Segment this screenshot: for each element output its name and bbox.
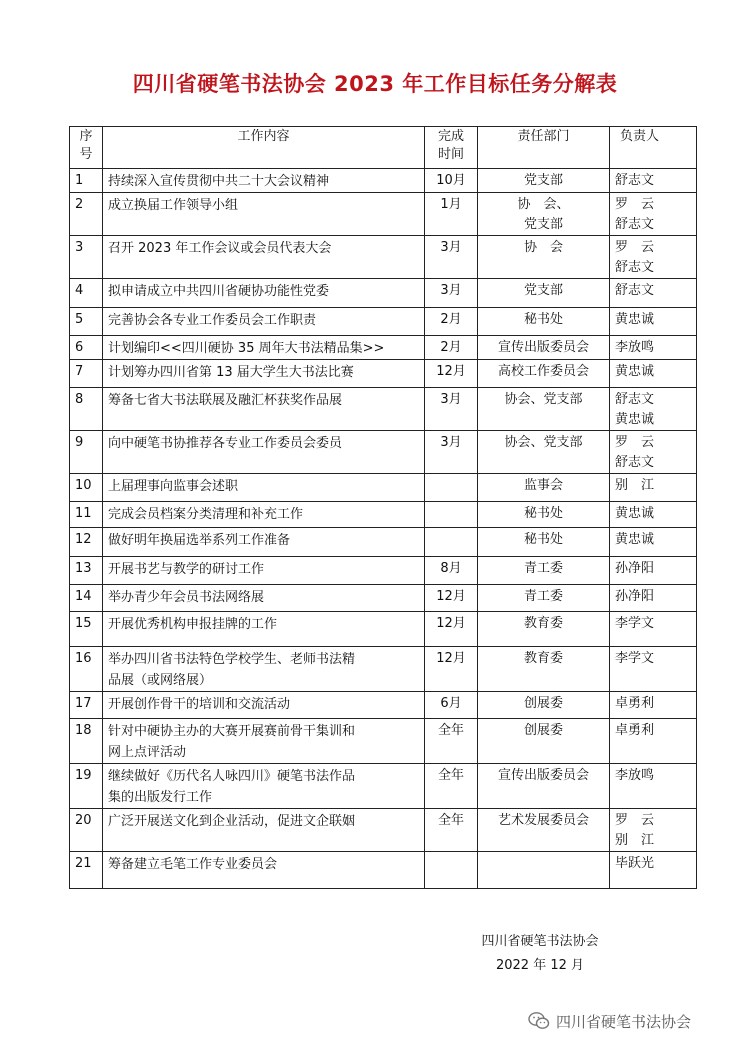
seq-cell: 9 xyxy=(70,431,103,474)
seq-cell: 20 xyxy=(70,809,103,852)
seq-cell: 11 xyxy=(70,502,103,528)
time-cell xyxy=(425,474,478,502)
table-row xyxy=(70,360,697,388)
time-cell: 3月 xyxy=(425,431,478,474)
person-cell xyxy=(610,585,697,612)
table-row xyxy=(70,764,697,809)
table-row xyxy=(70,647,697,692)
content-cell xyxy=(103,557,425,585)
time-cell xyxy=(425,528,478,557)
header-person: 负责人 xyxy=(610,127,697,169)
footer-org: 四川省硬笔书法协会 xyxy=(481,934,599,949)
table-row xyxy=(70,612,697,647)
time-cell: 10月 xyxy=(425,169,478,193)
time-cell xyxy=(425,852,478,889)
table-row xyxy=(70,308,697,336)
person-line: 孙净阳 xyxy=(615,561,655,576)
content-line: 计划筹办四川省第 13 届大学生大书法比赛 xyxy=(108,365,354,380)
seq-cell: 17 xyxy=(70,692,103,719)
header-seq xyxy=(70,127,103,169)
content-line: 完善协会各专业工作委员会工作职责 xyxy=(108,313,317,328)
dept-cell xyxy=(478,719,610,764)
person-line: 黄忠诚 xyxy=(615,506,655,521)
person-line: 孙净阳 xyxy=(615,589,655,604)
time-cell: 1月 xyxy=(425,193,478,236)
content-cell xyxy=(103,764,425,809)
dept-line: 协 会、 xyxy=(517,197,570,212)
content-cell xyxy=(103,388,425,431)
header-time-line: 完成 xyxy=(437,129,464,144)
dept-line: 宣传出版委员会 xyxy=(497,340,589,355)
dept-line: 创展委 xyxy=(523,723,563,738)
content-line: 针对中硬协主办的大赛开展赛前骨干集训和 xyxy=(108,724,356,739)
content-line: 品展（或网络展） xyxy=(108,673,213,688)
person-cell xyxy=(610,764,697,809)
time-cell: 12月 xyxy=(425,647,478,692)
seq-cell: 5 xyxy=(70,308,103,336)
content-cell xyxy=(103,647,425,692)
seq-cell: 19 xyxy=(70,764,103,809)
person-cell xyxy=(610,236,697,279)
person-cell xyxy=(610,719,697,764)
person-line: 别 江 xyxy=(615,478,655,493)
time-cell: 2月 xyxy=(425,336,478,360)
person-cell xyxy=(610,809,697,852)
table-row xyxy=(70,236,697,279)
dept-cell xyxy=(478,336,610,360)
content-cell xyxy=(103,431,425,474)
dept-cell xyxy=(478,236,610,279)
header-seq-line: 号 xyxy=(79,147,93,162)
dept-cell xyxy=(478,557,610,585)
time-cell: 12月 xyxy=(425,360,478,388)
content-line: 做好明年换届选举系列工作准备 xyxy=(108,533,291,548)
content-line: 拟申请成立中共四川省硬协功能性党委 xyxy=(108,284,330,299)
content-line: 召开 2023 年工作会议或会员代表大会 xyxy=(108,241,332,256)
header-time xyxy=(425,127,478,169)
content-line: 举办青少年会员书法网络展 xyxy=(108,590,265,605)
seq-cell: 12 xyxy=(70,528,103,557)
content-line: 成立换届工作领导小组 xyxy=(108,198,239,213)
content-line: 计划编印<<四川硬协 35 周年大书法精品集>> xyxy=(108,341,385,356)
table-row xyxy=(70,193,697,236)
person-line: 卓勇利 xyxy=(615,723,655,738)
content-line: 继续做好《历代名人咏四川》硬笔书法作品 xyxy=(108,769,356,784)
person-line: 罗 云 xyxy=(615,240,655,255)
time-cell: 8月 xyxy=(425,557,478,585)
person-line: 李学文 xyxy=(615,651,655,666)
content-line: 集的出版发行工作 xyxy=(108,790,213,805)
table-row xyxy=(70,388,697,431)
content-line: 开展优秀机构申报挂牌的工作 xyxy=(108,617,278,632)
dept-cell xyxy=(478,809,610,852)
content-line: 持续深入宣传贯彻中共二十大会议精神 xyxy=(108,174,330,189)
table-row xyxy=(70,431,697,474)
time-cell: 3月 xyxy=(425,236,478,279)
content-cell xyxy=(103,719,425,764)
dept-cell xyxy=(478,585,610,612)
time-cell: 6月 xyxy=(425,692,478,719)
person-cell xyxy=(610,431,697,474)
person-line: 舒志文 xyxy=(615,392,655,407)
seq-cell: 16 xyxy=(70,647,103,692)
person-cell xyxy=(610,169,697,193)
content-line: 筹备建立毛笔工作专业委员会 xyxy=(108,857,278,872)
dept-cell xyxy=(478,388,610,431)
person-line: 黄忠诚 xyxy=(615,532,655,547)
content-line: 广泛开展送文化到企业活动，促进文企联姻 xyxy=(108,814,356,829)
dept-line: 协会、党支部 xyxy=(504,392,583,407)
dept-cell xyxy=(478,852,610,889)
person-line: 罗 云 xyxy=(615,435,655,450)
person-cell xyxy=(610,388,697,431)
dept-line: 教育委 xyxy=(523,651,563,666)
seq-cell: 1 xyxy=(70,169,103,193)
person-line: 舒志文 xyxy=(615,217,655,232)
seq-cell: 21 xyxy=(70,852,103,889)
dept-line: 党支部 xyxy=(523,217,563,232)
seq-cell: 8 xyxy=(70,388,103,431)
table-row xyxy=(70,502,697,528)
content-cell xyxy=(103,692,425,719)
content-line: 开展书艺与教学的研讨工作 xyxy=(108,562,265,577)
person-line: 黄忠诚 xyxy=(615,412,655,427)
dept-cell xyxy=(478,692,610,719)
header-seq-line: 序 xyxy=(79,129,93,144)
person-cell xyxy=(610,193,697,236)
dept-cell xyxy=(478,169,610,193)
content-cell xyxy=(103,360,425,388)
dept-cell xyxy=(478,647,610,692)
content-line: 举办四川省书法特色学校学生、老师书法精 xyxy=(108,652,356,667)
table-row xyxy=(70,557,697,585)
content-line: 开展创作骨干的培训和交流活动 xyxy=(108,697,291,712)
seq-cell: 2 xyxy=(70,193,103,236)
seq-cell: 15 xyxy=(70,612,103,647)
dept-cell xyxy=(478,431,610,474)
dept-cell xyxy=(478,502,610,528)
person-cell xyxy=(610,557,697,585)
table-row xyxy=(70,336,697,360)
header-dept: 责任部门 xyxy=(478,127,610,169)
seq-cell: 7 xyxy=(70,360,103,388)
dept-line: 协 会 xyxy=(523,240,563,255)
person-line: 罗 云 xyxy=(615,197,655,212)
content-cell xyxy=(103,236,425,279)
content-cell xyxy=(103,502,425,528)
dept-cell xyxy=(478,279,610,308)
table-row xyxy=(70,585,697,612)
wechat-icon xyxy=(528,1011,550,1031)
seq-cell: 4 xyxy=(70,279,103,308)
dept-line: 高校工作委员会 xyxy=(497,364,589,379)
table-header-row xyxy=(70,127,697,169)
time-cell: 全年 xyxy=(425,764,478,809)
content-line: 筹备七省大书法联展及融汇杯获奖作品展 xyxy=(108,393,343,408)
dept-line: 秘书处 xyxy=(523,532,563,547)
person-line: 黄忠诚 xyxy=(615,364,655,379)
person-line: 罗 云 xyxy=(615,813,655,828)
task-table-body xyxy=(70,169,697,889)
dept-line: 青工委 xyxy=(523,561,563,576)
task-table xyxy=(69,126,697,889)
table-row xyxy=(70,169,697,193)
content-cell xyxy=(103,585,425,612)
time-cell: 2月 xyxy=(425,308,478,336)
content-cell xyxy=(103,279,425,308)
dept-cell xyxy=(478,308,610,336)
person-cell xyxy=(610,692,697,719)
watermark xyxy=(528,1008,691,1034)
content-line: 完成会员档案分类清理和补充工作 xyxy=(108,507,304,522)
table-row xyxy=(70,279,697,308)
dept-cell xyxy=(478,528,610,557)
person-line: 舒志文 xyxy=(615,455,655,470)
person-line: 李放鸣 xyxy=(615,768,655,783)
table-row xyxy=(70,809,697,852)
dept-line: 监事会 xyxy=(523,478,563,493)
dept-line: 艺术发展委员会 xyxy=(497,813,589,828)
time-cell: 3月 xyxy=(425,279,478,308)
dept-cell xyxy=(478,612,610,647)
dept-cell xyxy=(478,193,610,236)
person-line: 毕跃光 xyxy=(615,856,655,871)
dept-cell xyxy=(478,360,610,388)
content-cell xyxy=(103,612,425,647)
watermark-text: 四川省硬笔书法协会 xyxy=(556,1012,692,1031)
person-cell xyxy=(610,474,697,502)
dept-line: 秘书处 xyxy=(523,312,563,327)
content-cell xyxy=(103,336,425,360)
person-line: 黄忠诚 xyxy=(615,312,655,327)
time-cell: 全年 xyxy=(425,809,478,852)
table-row xyxy=(70,692,697,719)
time-cell xyxy=(425,502,478,528)
person-line: 舒志文 xyxy=(615,260,655,275)
seq-cell: 18 xyxy=(70,719,103,764)
person-cell xyxy=(610,279,697,308)
person-line: 李放鸣 xyxy=(615,340,655,355)
person-cell xyxy=(610,852,697,889)
dept-cell xyxy=(478,764,610,809)
dept-line: 协会、党支部 xyxy=(504,435,583,450)
person-line: 舒志文 xyxy=(615,283,655,298)
time-cell: 12月 xyxy=(425,612,478,647)
time-cell: 3月 xyxy=(425,388,478,431)
content-cell xyxy=(103,193,425,236)
content-cell xyxy=(103,528,425,557)
dept-cell xyxy=(478,474,610,502)
person-line: 李学文 xyxy=(615,616,655,631)
content-cell xyxy=(103,474,425,502)
dept-line: 秘书处 xyxy=(523,506,563,521)
content-cell xyxy=(103,169,425,193)
footer-date: 2022 年 12 月 xyxy=(495,958,585,973)
person-line: 舒志文 xyxy=(615,173,655,188)
table-row xyxy=(70,719,697,764)
header-time-line: 时间 xyxy=(437,147,464,162)
seq-cell: 10 xyxy=(70,474,103,502)
dept-line: 教育委 xyxy=(523,616,563,631)
header-content: 工作内容 xyxy=(103,127,425,169)
content-line: 上届理事向监事会述职 xyxy=(108,479,239,494)
table-row xyxy=(70,528,697,557)
time-cell: 全年 xyxy=(425,719,478,764)
content-cell xyxy=(103,308,425,336)
person-cell xyxy=(610,308,697,336)
time-cell: 12月 xyxy=(425,585,478,612)
content-cell xyxy=(103,852,425,889)
content-line: 网上点评活动 xyxy=(108,745,187,760)
person-cell xyxy=(610,647,697,692)
seq-cell: 6 xyxy=(70,336,103,360)
content-line: 向中硬笔书协推荐各专业工作委员会委员 xyxy=(108,436,343,451)
page-title: 四川省硬笔书法协会 2023 年工作目标任务分解表 xyxy=(132,72,618,96)
person-cell xyxy=(610,360,697,388)
dept-line: 宣传出版委员会 xyxy=(497,768,589,783)
dept-line: 党支部 xyxy=(523,173,563,188)
dept-line: 青工委 xyxy=(523,589,563,604)
seq-cell: 14 xyxy=(70,585,103,612)
seq-cell: 13 xyxy=(70,557,103,585)
content-cell xyxy=(103,809,425,852)
dept-line: 创展委 xyxy=(523,696,563,711)
person-line: 别 江 xyxy=(615,833,655,848)
person-cell xyxy=(610,612,697,647)
table-row xyxy=(70,852,697,889)
table-row xyxy=(70,474,697,502)
dept-line: 党支部 xyxy=(523,283,563,298)
person-line: 卓勇利 xyxy=(615,696,655,711)
seq-cell: 3 xyxy=(70,236,103,279)
person-cell xyxy=(610,502,697,528)
person-cell xyxy=(610,336,697,360)
person-cell xyxy=(610,528,697,557)
